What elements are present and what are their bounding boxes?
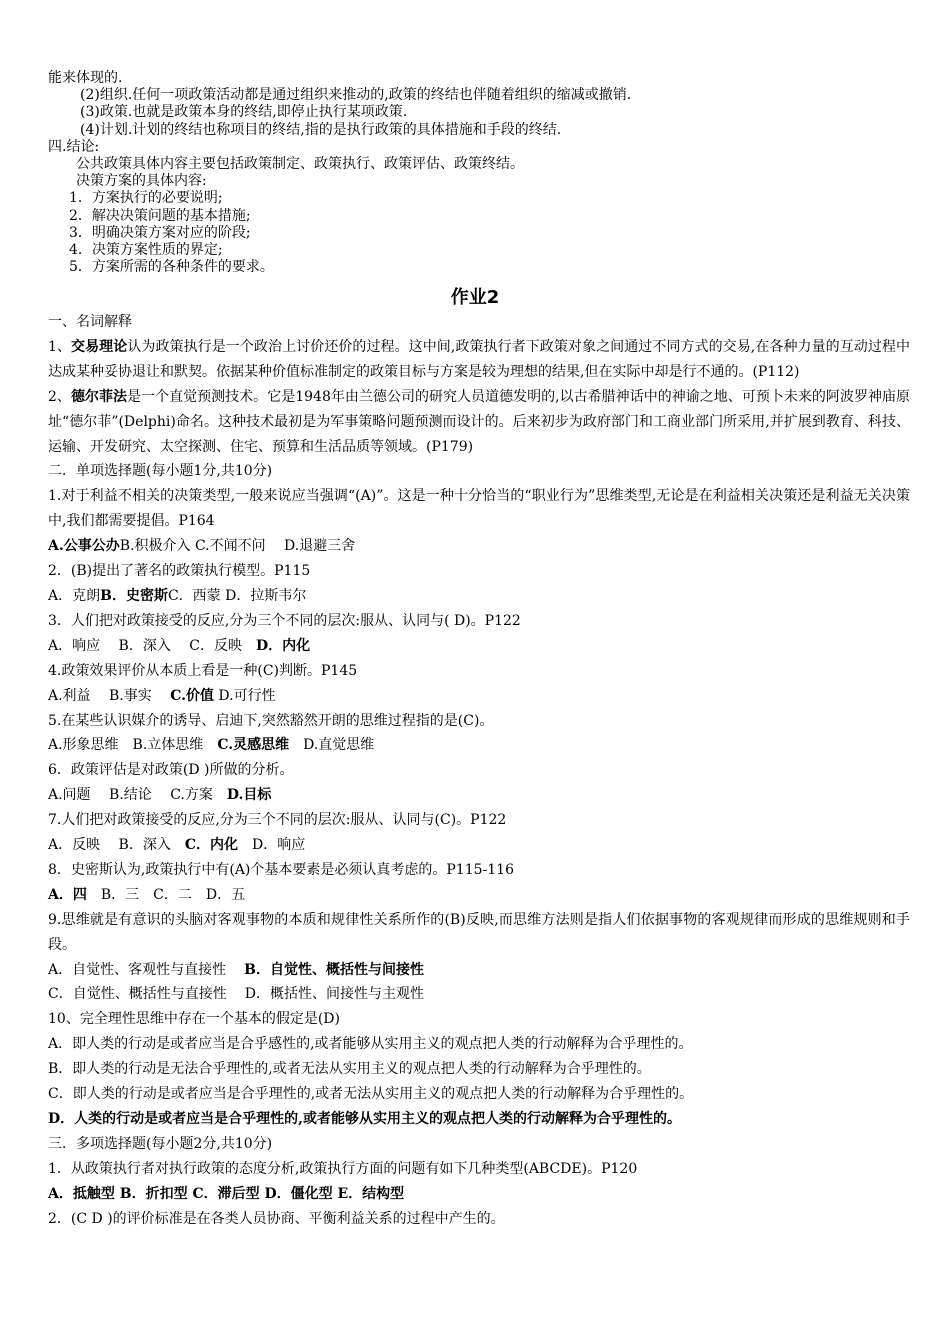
answer-option: D.目标 xyxy=(226,787,272,804)
answer-option: B．史密斯 xyxy=(100,587,168,604)
previous-section-tail xyxy=(48,70,908,276)
section-heading: 一、名词解释 xyxy=(48,314,132,330)
question-stem: 1．从政策执行者对执行政策的态度分析,政策执行方面的问题有如下几种类型(ABCDE)。P120 xyxy=(48,1160,638,1177)
assignment-body xyxy=(48,310,910,1232)
question-stem: 7.人们把对政策接受的反应,分为三个不同的层次:服从、认同与(C)。P122 xyxy=(48,812,507,829)
option: C．自觉性、概括性与直接性 xyxy=(48,986,227,1003)
question-options xyxy=(48,833,910,858)
term-number: 1、 xyxy=(48,338,72,355)
text-line: (2)组织.任何一项政策活动都是通过组织来推动的,政策的终结也伴随着组织的缩减或撤销. xyxy=(80,87,632,104)
question-stem: 9.思维就是有意识的头脑对客观事物的本质和规律性关系所作的(B)反映,而思维方法则是指人们依据事物的客观规律而形成的思维规则和手段。 xyxy=(48,911,910,953)
option: A．即人类的行动是或者应当是合乎感性的,或者能够从实用主义的观点把人类的行动解释为合乎理性的。 xyxy=(48,1036,693,1053)
text-line: (4)计划.计划的终结也称项目的终结,指的是执行政策的具体措施和手段的终结. xyxy=(80,121,562,138)
question-options xyxy=(48,634,910,659)
question-options xyxy=(48,883,910,908)
option: A．克朗 xyxy=(48,587,101,604)
text-line: (3)政策.也就是政策本身的终结,即停止执行某项政策. xyxy=(80,104,408,121)
other-options: D．响应 xyxy=(238,837,306,854)
question-stem: 2．(B)提出了著名的政策执行模型。P115 xyxy=(48,563,311,580)
other-options: A.问题 B.结论 C.方案 xyxy=(48,787,227,804)
list-item: 2．解决决策问题的基本措施; xyxy=(69,207,251,224)
other-options: D.可行性 xyxy=(213,687,276,704)
question-stem: 1.对于利益不相关的决策类型,一般来说应当强调“(A)”。这是一种十分恰当的“职业行为”思维类型,无论是在利益相关决策还是利益无关决策中,我们都需要提倡。P164 xyxy=(48,488,910,530)
answer-option-text: D．人类的行动是或者应当是合乎理性的,或者能够从实用主义的观点把人类的行动解释为合乎理性的。 xyxy=(48,1111,682,1127)
question-stem: 2．(C D )的评价标准是在各类人员协商、平衡利益关系的过程中产生的。 xyxy=(48,1210,505,1227)
question-options xyxy=(48,982,910,1007)
question-stem: 6．政策评估是对政策(D )所做的分析。 xyxy=(48,762,294,779)
answer-option: A．四 xyxy=(48,886,87,903)
option: C．即人类的行动是或者应当是合乎理性的,或者无法从实用主义的观点把人类的行动解释为合乎理性的。 xyxy=(48,1086,694,1103)
text-line: 公共政策具体内容主要包括政策制定、政策执行、政策评估、政策终结。 xyxy=(76,156,524,173)
term-definition xyxy=(48,385,910,460)
term-name: 交易理论 xyxy=(71,338,128,355)
term-number: 2、 xyxy=(48,388,71,405)
section-heading: 二．单项选择题(每小题1分,共10分) xyxy=(48,463,273,480)
list-item: 1．方案执行的必要说明; xyxy=(69,190,223,207)
option: B．即人类的行动是无法合乎理性的,或者无法从实用主义的观点把人类的行动解释为合乎理性的。 xyxy=(48,1061,651,1078)
other-options: A.形象思维 B.立体思维 xyxy=(48,737,218,754)
other-options: D.直觉思维 xyxy=(289,737,375,754)
option: D．概括性、间接性与主观性 xyxy=(244,986,424,1003)
answer-option: A．抵触型 B．折扣型 C．滞后型 D．僵化型 E．结构型 xyxy=(48,1185,405,1202)
section-heading: 三．多项选择题(每小题2分,共10分) xyxy=(48,1135,273,1152)
answer-option: C．内化 xyxy=(184,837,239,854)
list-item: 4．决策方案性质的界定; xyxy=(69,242,223,259)
question-stem: 5.在某些认识媒介的诱导、启迪下,突然豁然开朗的思维过程指的是(C)。 xyxy=(48,712,494,729)
answer-option: A.公事公办 xyxy=(48,538,120,555)
page-title: 作业2 xyxy=(450,287,500,308)
term-definition xyxy=(48,335,910,385)
question-options xyxy=(48,534,910,559)
list-item: 5．方案所需的各种条件的要求。 xyxy=(69,259,274,276)
question-options xyxy=(48,684,910,709)
other-options: A.利益 B.事实 xyxy=(48,687,171,704)
question-options xyxy=(48,783,910,808)
option: A．自觉性、客观性与直接性 xyxy=(48,961,227,978)
list-item: 3．明确决策方案对应的阶段; xyxy=(69,224,251,241)
text-line: 能来体现的. xyxy=(48,70,123,86)
question-options xyxy=(48,733,910,758)
question-stem: 8．史密斯认为,政策执行中有(A)个基本要素是必须认真考虑的。P115-116 xyxy=(48,861,514,878)
term-name: 德尔菲法 xyxy=(70,388,128,405)
other-options: B．三 C．二 D．五 xyxy=(86,886,246,903)
question-stem: 4.政策效果评价从本质上看是一种(C)判断。P145 xyxy=(48,662,358,679)
answer-option: C.灵感思维 xyxy=(217,737,290,754)
other-options: A．反映 B．深入 xyxy=(48,837,185,854)
term-text: 认为政策执行是一个政治上讨价还价的过程。这中间,政策执行者下政策对象之间通过不同方式的交易,在各种力量的互动过程中达成某种妥协退让和默契。依据某种价值标准制定的政策目标与方案是较为理想的结果,但在实际中却是行不通的。(P112) xyxy=(48,338,910,380)
question-options xyxy=(48,584,910,609)
other-options: B.积极介入 C.不闻不问 D.退避三舍 xyxy=(119,538,356,555)
answer-option: D．内化 xyxy=(256,637,311,654)
section-heading: 四.结论: xyxy=(48,138,100,155)
question-stem: 10、完全理性思维中存在一个基本的假定是(D) xyxy=(48,1011,340,1028)
question-stem: 3．人们把对政策接受的反应,分为三个不同的层次:服从、认同与( D)。P122 xyxy=(48,612,521,629)
question-options xyxy=(48,1182,910,1207)
answer-option xyxy=(48,1107,910,1132)
question-options xyxy=(48,958,910,983)
other-options: A．响应 B．深入 C．反映 xyxy=(48,637,257,654)
answer-option: B．自觉性、概括性与间接性 xyxy=(244,961,424,978)
other-options: C．西蒙 D．拉斯韦尔 xyxy=(167,587,307,604)
term-text: 是一个直觉预测技术。它是1948年由兰德公司的研究人员道德发明的,以古希腊神话中的神谕之地、可预卜未来的阿波罗神庙原址“德尔菲”(Delphi)命名。这种技术最初是为军事策略问题预测而设计的。后来初步为政府部门和工商业部门所采用,并扩展到教育、科技、运输、开发研究、太空探测、住宅、预算和生活品质等领域。(P179) xyxy=(48,388,911,455)
answer-option: C.价值 xyxy=(170,687,214,704)
text-line: 决策方案的具体内容: xyxy=(76,173,207,190)
